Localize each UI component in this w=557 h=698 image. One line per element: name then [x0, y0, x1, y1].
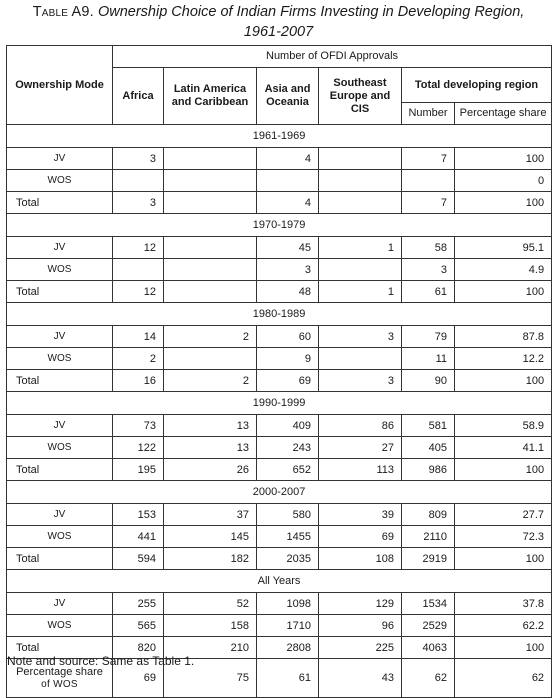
period-label: 1980-1989	[7, 303, 552, 326]
value-cell-latin	[164, 259, 257, 281]
value-cell-africa: 14	[113, 326, 164, 348]
value-cell-asia: 1455	[257, 526, 319, 548]
table-row	[7, 370, 552, 392]
value-cell-number: 2110	[402, 526, 455, 548]
value-cell-se	[319, 170, 402, 192]
value-cell-se: 96	[319, 615, 402, 637]
value-cell-pct: 0	[455, 170, 552, 192]
value-cell-se: 1	[319, 281, 402, 303]
value-cell-africa: 820	[113, 637, 164, 659]
period-label: All Years	[7, 570, 552, 593]
value-cell-latin	[164, 170, 257, 192]
value-cell-se: 113	[319, 459, 402, 481]
period-row	[7, 392, 552, 415]
period-row	[7, 214, 552, 237]
ownership-mode-cell: Total	[7, 192, 113, 214]
value-cell-pct: 37.8	[455, 593, 552, 615]
value-cell-africa	[113, 170, 164, 192]
value-cell-asia: 1098	[257, 593, 319, 615]
value-cell-latin: 26	[164, 459, 257, 481]
table-title-text: Ownership Choice of Indian Firms Investing in Developing Region,	[97, 4, 525, 20]
value-cell-number: 2919	[402, 548, 455, 570]
africa-header: Africa	[113, 68, 164, 125]
value-cell-latin: 2	[164, 370, 257, 392]
value-cell-latin: 158	[164, 615, 257, 637]
number-header: Number	[402, 103, 455, 125]
ownership-mode-cell: WOS	[7, 437, 113, 459]
value-cell-asia: 3	[257, 259, 319, 281]
wos-share-cell-pct: 62	[455, 659, 552, 698]
period-row	[7, 125, 552, 148]
value-cell-latin: 52	[164, 593, 257, 615]
value-cell-number: 79	[402, 326, 455, 348]
value-cell-se: 86	[319, 415, 402, 437]
percentage-share-header: Percentage share	[455, 103, 552, 125]
value-cell-africa: 2	[113, 348, 164, 370]
value-cell-number: 405	[402, 437, 455, 459]
value-cell-se: 3	[319, 370, 402, 392]
table-row	[7, 237, 552, 259]
value-cell-asia: 243	[257, 437, 319, 459]
wos-share-cell-latin: 75	[164, 659, 257, 698]
value-cell-se	[319, 259, 402, 281]
wos-share-label-line1: Percentage share	[16, 666, 103, 678]
period-label: 1970-1979	[7, 214, 552, 237]
value-cell-asia: 45	[257, 237, 319, 259]
value-cell-pct: 100	[455, 637, 552, 659]
value-cell-pct: 87.8	[455, 326, 552, 348]
ownership-mode-cell: JV	[7, 504, 113, 526]
asia-oceania-header: Asia and Oceania	[257, 68, 319, 125]
table-row	[7, 459, 552, 481]
ownership-mode-cell: Total	[7, 548, 113, 570]
value-cell-latin	[164, 237, 257, 259]
table-row	[7, 504, 552, 526]
value-cell-africa: 122	[113, 437, 164, 459]
table-row	[7, 615, 552, 637]
value-cell-asia: 409	[257, 415, 319, 437]
period-label: 2000-2007	[7, 481, 552, 504]
value-cell-se	[319, 148, 402, 170]
value-cell-number: 809	[402, 504, 455, 526]
value-cell-latin: 210	[164, 637, 257, 659]
value-cell-africa	[113, 259, 164, 281]
value-cell-asia: 2808	[257, 637, 319, 659]
table-row	[7, 415, 552, 437]
value-cell-africa: 73	[113, 415, 164, 437]
value-cell-pct: 41.1	[455, 437, 552, 459]
value-cell-se	[319, 348, 402, 370]
period-row	[7, 481, 552, 504]
value-cell-africa: 12	[113, 281, 164, 303]
value-cell-number: 4063	[402, 637, 455, 659]
value-cell-latin: 13	[164, 437, 257, 459]
value-cell-latin	[164, 148, 257, 170]
value-cell-se: 3	[319, 326, 402, 348]
value-cell-se: 225	[319, 637, 402, 659]
southeast-europe-header: Southeast Europe and CIS	[319, 68, 402, 125]
wos-share-cell-number: 62	[402, 659, 455, 698]
value-cell-africa: 594	[113, 548, 164, 570]
ownership-mode-cell: WOS	[7, 170, 113, 192]
value-cell-pct: 100	[455, 148, 552, 170]
ownership-mode-cell: Total	[7, 281, 113, 303]
value-cell-se: 39	[319, 504, 402, 526]
value-cell-asia: 69	[257, 370, 319, 392]
ownership-mode-cell: Total	[7, 637, 113, 659]
ownership-mode-cell: JV	[7, 415, 113, 437]
value-cell-pct: 100	[455, 370, 552, 392]
value-cell-number: 2529	[402, 615, 455, 637]
period-row	[7, 570, 552, 593]
table-row	[7, 348, 552, 370]
table-body	[7, 125, 552, 698]
value-cell-number: 90	[402, 370, 455, 392]
value-cell-latin	[164, 348, 257, 370]
value-cell-number: 7	[402, 192, 455, 214]
value-cell-pct: 100	[455, 459, 552, 481]
wos-share-cell-se: 43	[319, 659, 402, 698]
table-row	[7, 548, 552, 570]
period-label: 1961-1969	[7, 125, 552, 148]
value-cell-asia: 2035	[257, 548, 319, 570]
value-cell-number: 986	[402, 459, 455, 481]
value-cell-number: 11	[402, 348, 455, 370]
ownership-mode-cell: Total	[7, 459, 113, 481]
value-cell-latin	[164, 192, 257, 214]
value-cell-latin: 2	[164, 326, 257, 348]
value-cell-africa: 153	[113, 504, 164, 526]
value-cell-asia: 1710	[257, 615, 319, 637]
value-cell-se: 27	[319, 437, 402, 459]
value-cell-asia: 4	[257, 148, 319, 170]
value-cell-number: 58	[402, 237, 455, 259]
table-label: Table A9.	[32, 4, 94, 20]
value-cell-pct: 27.7	[455, 504, 552, 526]
ownership-mode-cell: JV	[7, 593, 113, 615]
value-cell-pct: 12.2	[455, 348, 552, 370]
value-cell-asia: 9	[257, 348, 319, 370]
value-cell-africa: 255	[113, 593, 164, 615]
value-cell-number: 61	[402, 281, 455, 303]
value-cell-asia: 4	[257, 192, 319, 214]
value-cell-asia	[257, 170, 319, 192]
value-cell-latin	[164, 281, 257, 303]
wos-share-cell-asia: 61	[257, 659, 319, 698]
period-row	[7, 303, 552, 326]
ownership-table	[6, 45, 552, 698]
value-cell-pct: 62.2	[455, 615, 552, 637]
wos-share-cell-africa: 69	[113, 659, 164, 698]
value-cell-latin: 145	[164, 526, 257, 548]
value-cell-se: 69	[319, 526, 402, 548]
value-cell-latin: 37	[164, 504, 257, 526]
value-cell-number: 581	[402, 415, 455, 437]
value-cell-pct: 100	[455, 548, 552, 570]
ownership-mode-cell: JV	[7, 326, 113, 348]
table-row	[7, 593, 552, 615]
table-row	[7, 526, 552, 548]
ownership-mode-cell: JV	[7, 148, 113, 170]
value-cell-se	[319, 192, 402, 214]
table-row	[7, 170, 552, 192]
table-row	[7, 437, 552, 459]
value-cell-number: 1534	[402, 593, 455, 615]
value-cell-number	[402, 170, 455, 192]
value-cell-africa: 565	[113, 615, 164, 637]
value-cell-latin: 182	[164, 548, 257, 570]
value-cell-asia: 60	[257, 326, 319, 348]
table-row	[7, 192, 552, 214]
table-row	[7, 326, 552, 348]
table-row	[7, 281, 552, 303]
ownership-mode-cell: WOS	[7, 526, 113, 548]
table-note: Note and source: Same as Table 1.	[7, 654, 195, 668]
table-title	[6, 2, 551, 42]
value-cell-africa: 195	[113, 459, 164, 481]
value-cell-africa: 16	[113, 370, 164, 392]
value-cell-pct: 58.9	[455, 415, 552, 437]
value-cell-number: 7	[402, 148, 455, 170]
value-cell-pct: 95.1	[455, 237, 552, 259]
value-cell-pct: 4.9	[455, 259, 552, 281]
value-cell-asia: 580	[257, 504, 319, 526]
total-region-header: Total developing region	[402, 68, 552, 103]
ownership-mode-cell: JV	[7, 237, 113, 259]
value-cell-pct: 100	[455, 281, 552, 303]
table-title-years: 1961-2007	[243, 24, 314, 40]
header-row-1	[7, 46, 552, 68]
value-cell-africa: 12	[113, 237, 164, 259]
value-cell-se: 1	[319, 237, 402, 259]
value-cell-asia: 48	[257, 281, 319, 303]
table-row	[7, 148, 552, 170]
value-cell-se: 108	[319, 548, 402, 570]
latin-america-header: Latin America and Caribbean	[164, 68, 257, 125]
value-cell-asia: 652	[257, 459, 319, 481]
ownership-mode-cell: WOS	[7, 259, 113, 281]
value-cell-se: 129	[319, 593, 402, 615]
ofdi-approvals-header: Number of OFDI Approvals	[113, 46, 552, 68]
table-row	[7, 259, 552, 281]
value-cell-africa: 441	[113, 526, 164, 548]
value-cell-latin: 13	[164, 415, 257, 437]
ownership-mode-cell: Total	[7, 370, 113, 392]
value-cell-africa: 3	[113, 148, 164, 170]
value-cell-pct: 72.3	[455, 526, 552, 548]
ownership-mode-header: Ownership Mode	[7, 46, 113, 125]
value-cell-africa: 3	[113, 192, 164, 214]
wos-share-label-line2: of WOS	[41, 679, 78, 690]
period-label: 1990-1999	[7, 392, 552, 415]
value-cell-number: 3	[402, 259, 455, 281]
ownership-mode-cell: WOS	[7, 615, 113, 637]
ownership-mode-cell: WOS	[7, 348, 113, 370]
value-cell-pct: 100	[455, 192, 552, 214]
